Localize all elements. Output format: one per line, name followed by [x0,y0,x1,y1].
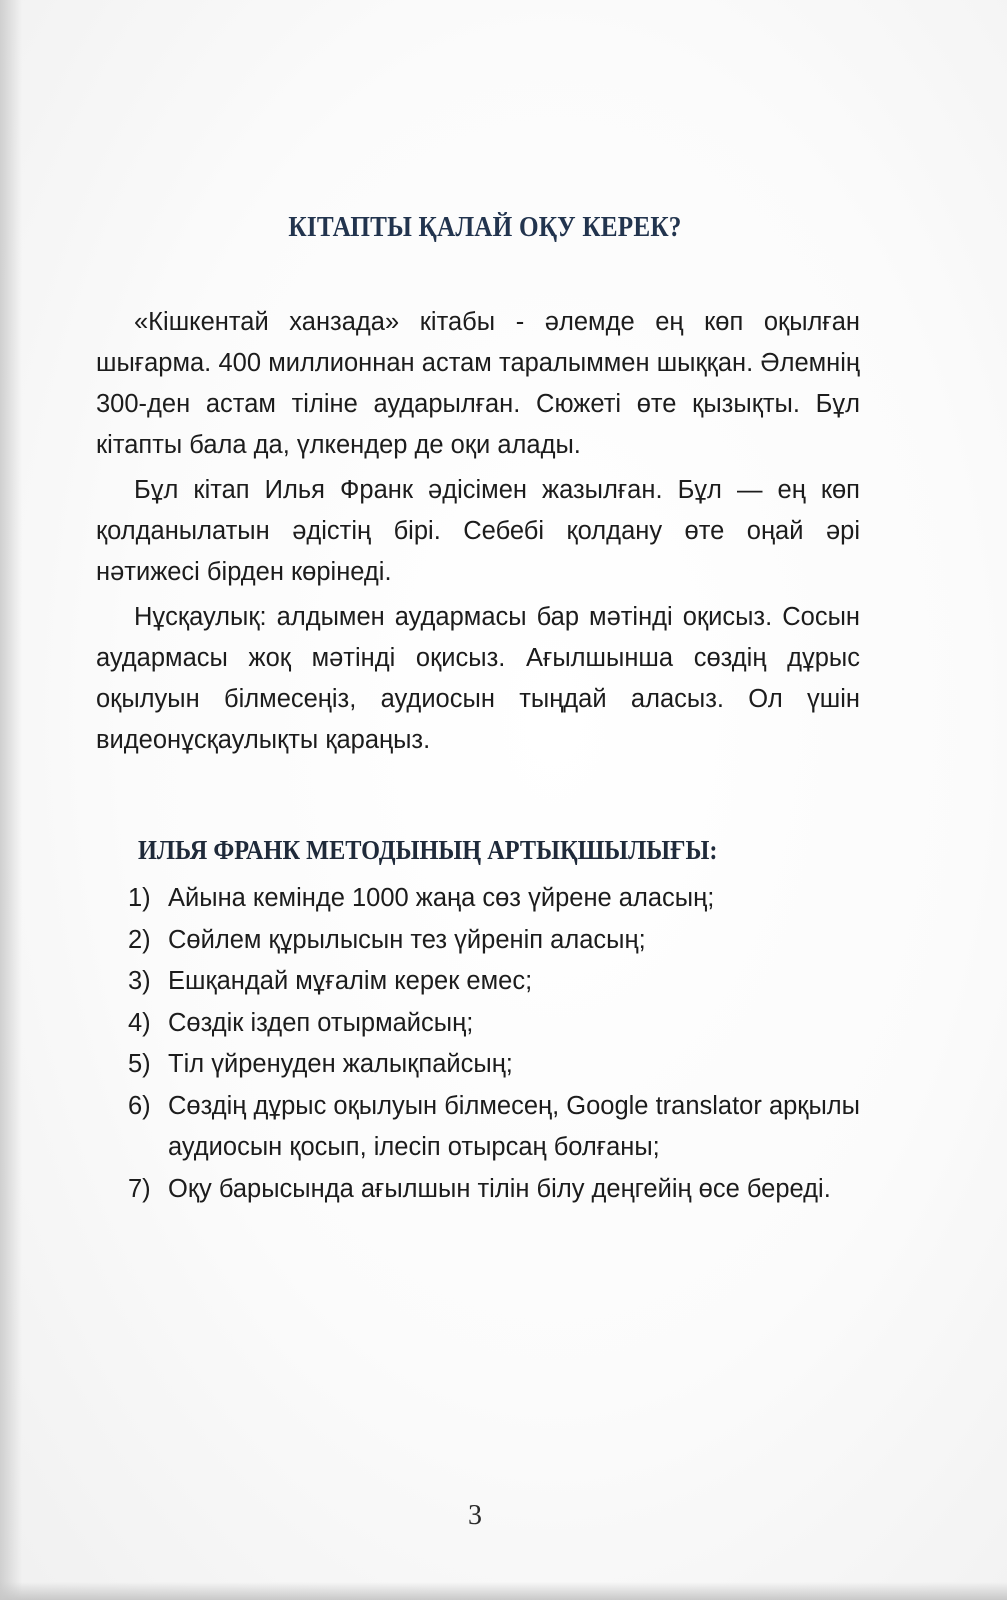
list-item [128,1169,862,1211]
list-item [128,1003,862,1045]
list-item-text: Ешқандай мұғалім керек емес; [168,967,533,995]
list-item-text: Сөйлем құрылысын тез үйреніп аласың; [168,925,646,954]
page-title: КІТАПТЫ ҚАЛАЙ ОҚУ КЕРЕК? [288,212,682,243]
list-item-text: Айына кемінде 1000 жаңа сөз үйрене аласың; [168,884,715,912]
list-item [128,920,862,962]
list-item-text: Оқу барысында ағылшын тілін білу деңгейің өсе береді. [168,1174,831,1203]
list-item-number: 4) [128,1008,151,1037]
section-title: ИЛЬЯ ФРАНК МЕТОДЫНЫҢ АРТЫҚШЫЛЫҒЫ: [138,835,718,865]
list-item-number: 5) [128,1050,151,1078]
list-item-number: 6) [128,1091,151,1120]
list-item [128,878,862,920]
paragraph-2: Бұл кітап Илья Франк әдісімен жазылған. Бұл — ең көп қолданылатын әдістің бірі. Себебі қолдану өте оңай әрі нәтижесі бірден көрінеді. [96,476,860,586]
list-item-text: Сөздік іздеп отырмайсың; [168,1008,474,1037]
list-item-text: Сөздің дұрыс оқылуын білмесең, Google translator арқылы аудиосын қосып, ілесіп отырсаң болғаны; [168,1091,860,1161]
intro-text [96,302,860,761]
list-item [128,1044,862,1086]
list-item-number: 7) [128,1174,151,1203]
list-item-number: 1) [128,884,151,912]
paragraph-3: Нұсқаулық: алдымен аудармасы бар мәтінді оқисыз. Сосын аудармасы жоқ мәтінді оқисыз. Ағылшынша сөздің дұрыс оқылуын білмесеңіз, аудиосын тыңдай аласыз. Ол үшін видеонұсқаулықты қараңыз. [96,603,860,754]
list-item-number: 3) [128,967,151,995]
list-item [128,1086,862,1169]
list-item [128,961,862,1003]
paragraph-1: «Кішкентай ханзада» кітабы - әлемде ең көп оқылған шығарма. 400 миллионнан астам таралыммен шыққан. Әлемнің 300-ден астам тіліне аударылған. Сюжеті өте қызықты. Бұл кітапты бала да, үлкендер де оқи алады. [96,308,860,459]
list-item-text: Тіл үйренуден жалықпайсың; [168,1050,513,1078]
list-item-number: 2) [128,925,151,954]
page-number: 3 [468,1500,482,1531]
advantages-list [128,878,862,1210]
